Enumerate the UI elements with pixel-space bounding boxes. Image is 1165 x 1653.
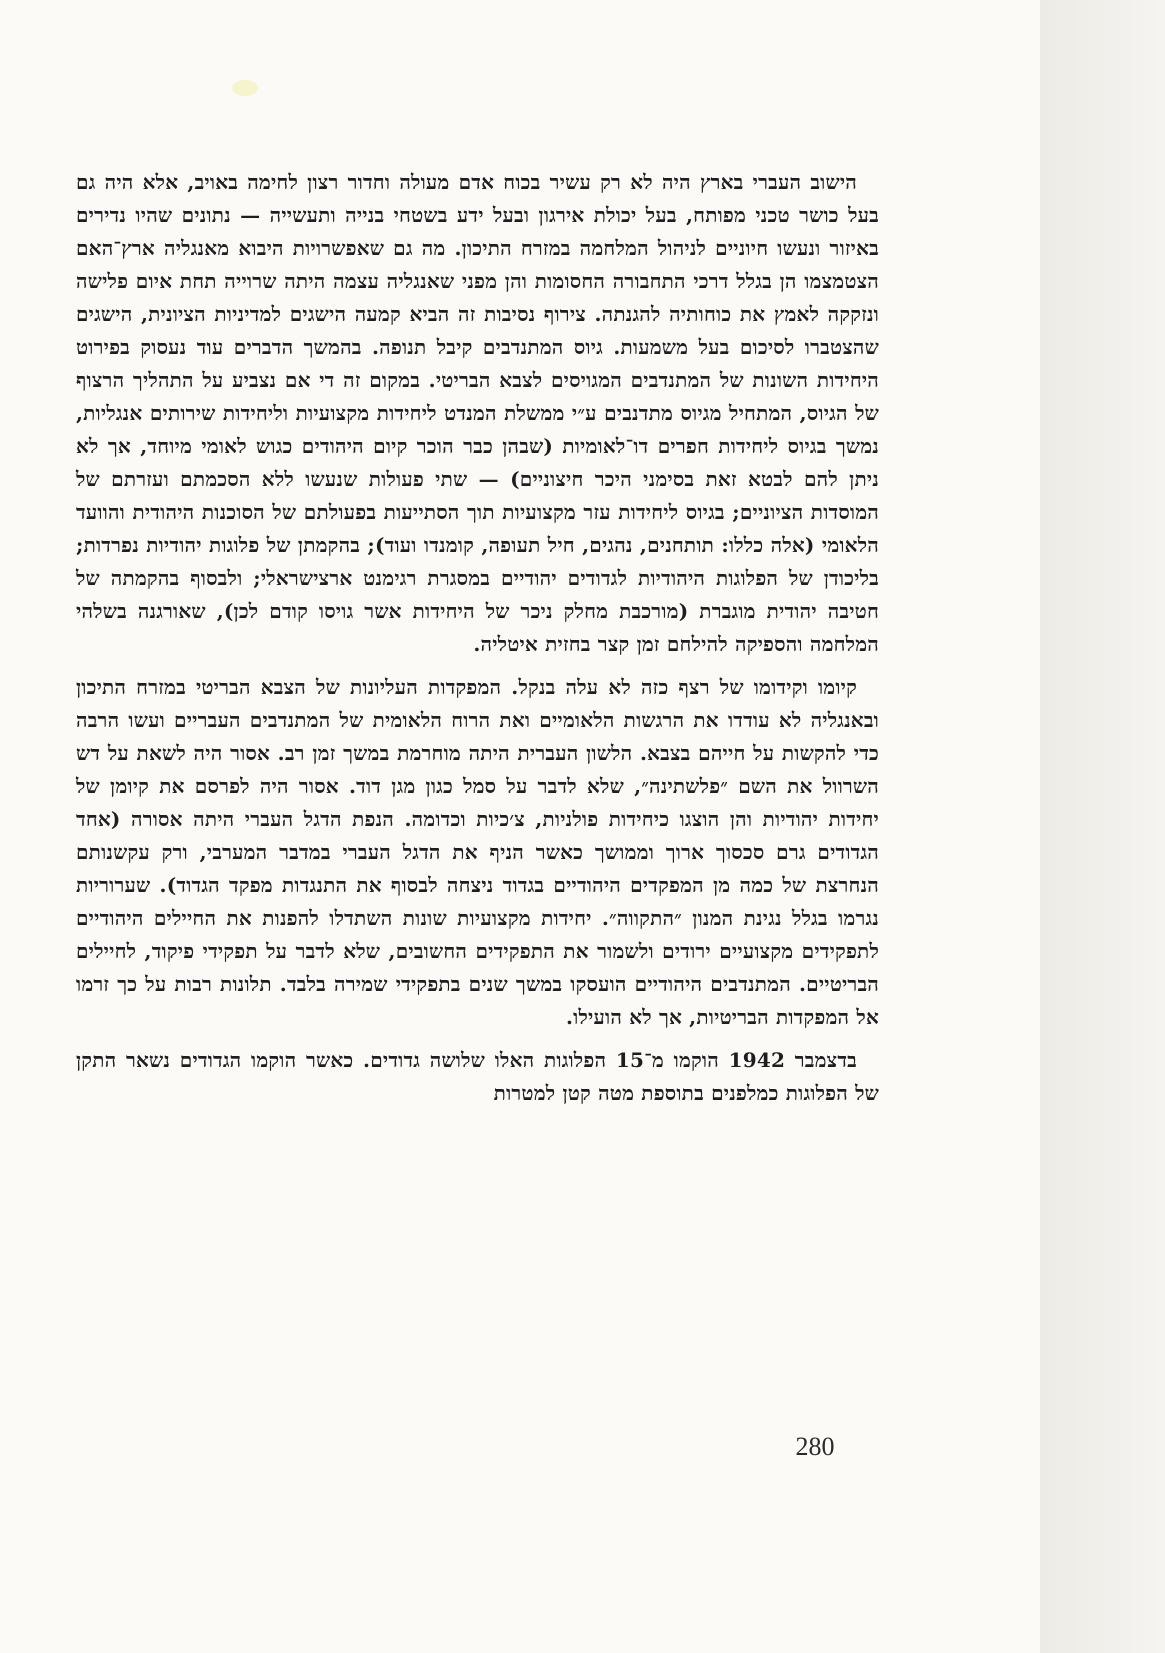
paragraph-1 xyxy=(76,166,879,661)
paragraph-2 xyxy=(76,671,879,1034)
page-number: 280 xyxy=(795,1432,835,1461)
paragraph-1-text: הישוב העברי בארץ היה לא רק עשיר בכוח אדם מעולה וחדור רצון לחימה באויב, אלא היה גם בעל כושר טכני מפותח, בעל יכולת אירגון ובעל ידע בשטחי בנייה ותעשייה — נתונים שהיו נדירים באיזור ונעשו חיוניים לניהול המלחמה במזרח התיכון. מה גם שאפשרויות היבוא מאנגליה ארץ־האם הצטמצמו הן בגלל דרכי התחבורה החסומות והן מפני שאנגליה עצמה היתה שרוייה תחת איום פלישה ונזקקה לאמץ את כוחותיה להגנתה. צירוף נסיבות זה הביא קמעה הישגים למדיניות הציונית, הישגים שהצטברו לסיכום בעל משמעות. גיוס המתנדבים קיבל תנופה. בהמשך הדברים עוד נעסוק בפירוט היחידות השונות של המתנדבים המגויסים לצבא הבריטי. במקום זה די אם נצביע על התהליך הרצוף של הגיוס, המתחיל מגיוס מתדנבים ע״י ממשלת המנדט ליחידות מקצועיות וליחידות שירותים אנגליות, נמשך בגיוס ליחידות חפרים דו־לאומיות (שבהן כבר הוכר קיום היהודים כגוש לאומי מיוחד, אך לא ניתן להם לבטא זאת בסימני היכר חיצוניים) — שתי פעולות שנעשו ללא הסכמתם ועזרתם של המוסדות הציוניים; בגיוס ליחידות עזר מקצועיות תוך הסתייעות בפעולתם של הסוכנות היהודית והוועד הלאומי (אלה כללו: תותחנים, נהגים, חיל תעופה, קומנדו ועוד); בהקמתן של פלוגות יהודיות נפרדות; בליכודן של הפלוגות היהודיות לגדודים יהודיים במסגרת רגימנט ארצישראלי; ולבסוף בהקמתה של חטיבה יהודית מוגברת (מורכבת מחלק ניכר של היחידות אשר גויסו קודם לכן), שאורגנה בשלהי המלחמה והספיקה להילחם זמן קצר בחזית איטליה. xyxy=(76,170,879,656)
paragraph-3-text: בדצמבר 1942 הוקמו מ־15 הפלוגות האלו שלושה גדודים. כאשר הוקמו הגדודים נשאר התקן של הפלוגות כמלפנים בתוספת מטה קטן למטרות xyxy=(76,1048,879,1105)
paper-stain xyxy=(232,80,258,96)
paragraph-3 xyxy=(76,1044,879,1110)
body-text xyxy=(76,166,879,1110)
page-edge xyxy=(1040,0,1165,1653)
paragraph-2-text: קיומו וקידומו של רצף כזה לא עלה בנקל. המפקדות העליונות של הצבא הבריטי במזרח התיכון ובאנגליה לא עודדו את הרגשות הלאומיים ואת הרוח הלאומית של המתנדבים העבריים ועשו הרבה כדי להקשות על חייהם בצבא. הלשון העברית היתה מוחרמת במשך זמן רב. אסור היה לשאת על דש השרוול את השם ״פלשתינה״, שלא לדבר על סמל כגון מגן דוד. אסור היה לפרסם את קיומן של יחידות יהודיות והן הוצגו כיחידות פולניות, צ׳כיות וכדומה. הנפת הדגל העברי היתה אסורה (אחד הגדודים גרם סכסוך ארוך וממושך כאשר הניף את הדגל העברי במדבר המערבי, ורק עקשנותם הנחרצת של כמה מן המפקדים היהודיים בגדוד ניצחה לבסוף את התנגדות מפקד הגדוד). שערוריות נגרמו בגלל נגינת המנון ״התקווה״. יחידות מקצועיות שונות השתדלו להפנות את החיילים היהודיים לתפקידים מקצועיים ירודים ולשמור את התפקידים החשובים, שלא לדבר על תפקידי פיקוד, לחיילים הבריטיים. המתנדבים היהודיים הועסקו במשך שנים בתפקידי שמירה בלבד. תלונות רבות על כך זרמו אל המפקדות הבריטיות, אך לא הועילו. xyxy=(76,675,879,1029)
